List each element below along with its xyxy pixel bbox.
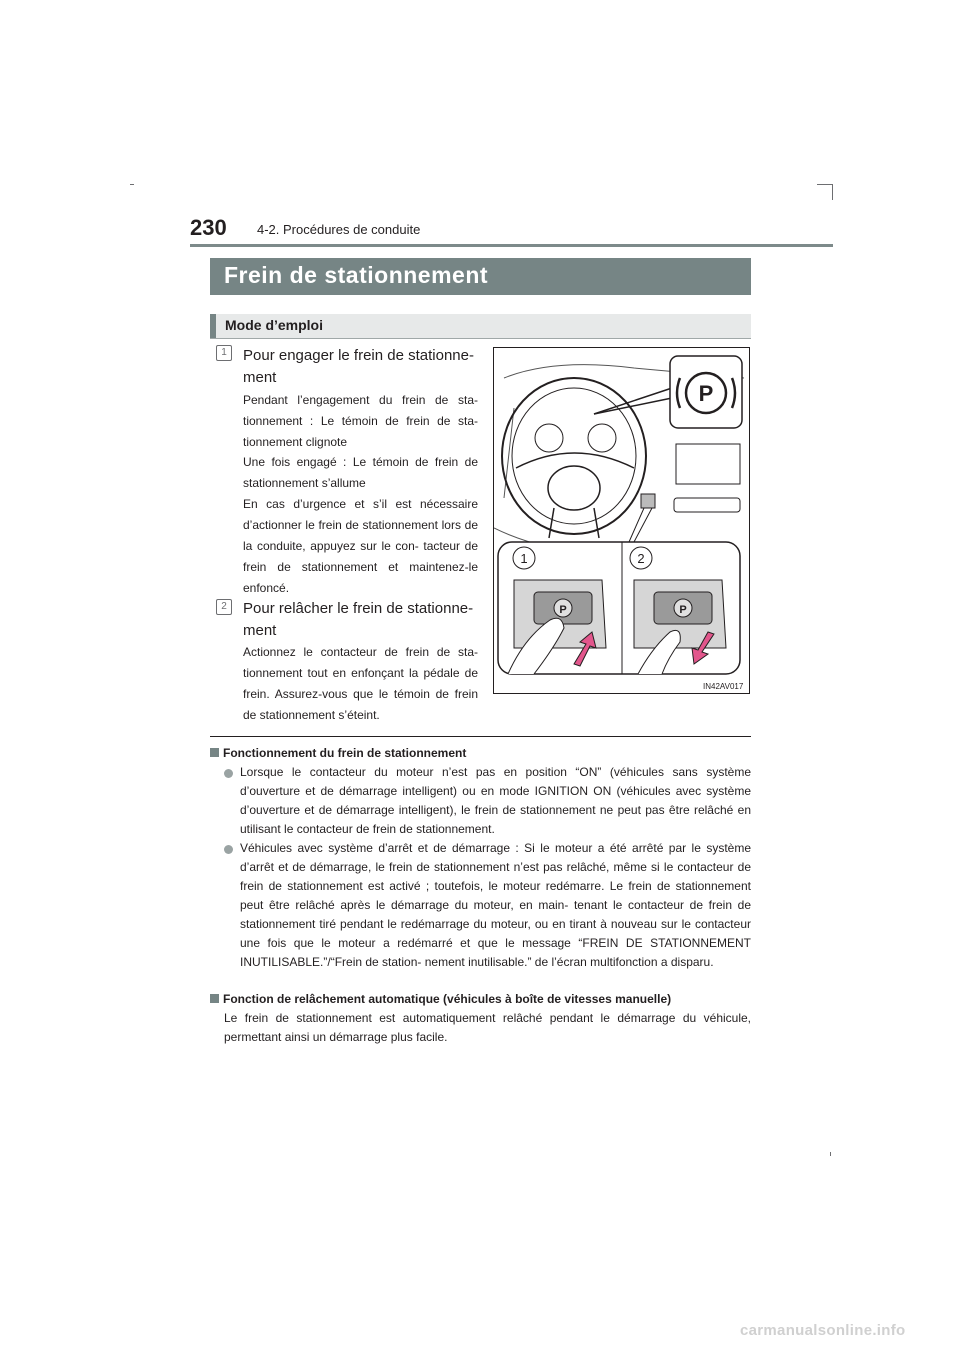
crop-mark-bottom-right bbox=[830, 1152, 831, 1156]
parking-brake-illustration bbox=[493, 347, 750, 694]
item-2-heading-line1: Pour relâcher le frein de stationne- bbox=[243, 600, 474, 617]
figure-code: IN42AV017 bbox=[703, 682, 744, 691]
callout-1-number: 1 bbox=[520, 551, 528, 566]
item-1-heading-line1: Pour engager le frein de stationne- bbox=[243, 347, 474, 364]
subsection-rule bbox=[210, 338, 751, 339]
switch-callout-lines bbox=[629, 508, 652, 542]
chapter-title: 4-2. Procédures de conduite bbox=[257, 222, 421, 237]
item-2-number-box: 2 bbox=[216, 599, 232, 615]
notes-rule bbox=[210, 736, 751, 737]
item-1-paragraph-2: Une fois engagé : Le témoin de frein de stationnement s’allume bbox=[243, 455, 478, 490]
square-bullet-icon bbox=[210, 994, 219, 1003]
note-2-title-text: Fonction de relâchement automatique (véhicules à boîte de vitesses manuelle) bbox=[223, 992, 672, 1006]
climate-panel bbox=[674, 498, 740, 512]
steering-wheel bbox=[502, 378, 646, 538]
round-bullet-icon bbox=[224, 769, 233, 778]
crop-mark-top-right-h bbox=[817, 184, 833, 185]
item-2-heading-line2: ment bbox=[243, 622, 277, 639]
item-1-paragraph-1: Pendant l’engagement du frein de sta- tionnement : Le témoin de frein de sta- tionnement clignote bbox=[243, 393, 478, 449]
note-1-bullet-1: Lorsque le contacteur du moteur n’est pas en position “ON” (véhicules sans système d’ouverture et de démarrage intelligent) ou en mode IGNITION ON (véhicules avec système d’ouverture et de démarrage intelligent), le frein de stationnement ne peut pas être relâché en utilisant le contacteur de frein de stationnement. bbox=[240, 765, 751, 836]
note-2-text: Le frein de stationnement est automatiquement relâché pendant le démarrage du véhicule, permettant ainsi un démarrage plus facile. bbox=[224, 1011, 751, 1044]
gauge-left bbox=[535, 424, 563, 452]
subsection-title: Mode d’emploi bbox=[225, 317, 323, 333]
section-title: Frein de stationnement bbox=[224, 262, 489, 288]
item-1-heading bbox=[243, 345, 483, 389]
center-display bbox=[676, 444, 740, 484]
square-bullet-icon bbox=[210, 748, 219, 757]
item-1-paragraph-3: En cas d’urgence et s’il est nécessaire d’actionner le frein de stationnement lors de la conduite, appuyez sur le con- tacteur de frein de stationnement et maintenez-le enfoncé. bbox=[243, 497, 478, 595]
switch-release-symbol: P bbox=[679, 604, 687, 616]
indicator-symbol: P bbox=[698, 381, 714, 406]
item-2-paragraph-1: Actionnez le contacteur de frein de sta- tionnement tout en enfonçant la pédale de frein. Assurez-vous que le témoin de frein de stationnement s’éteint. bbox=[243, 645, 478, 722]
console-switch bbox=[641, 494, 655, 508]
switch-engage-symbol: P bbox=[559, 604, 567, 616]
note-2-title bbox=[210, 990, 755, 1008]
item-2-heading bbox=[243, 598, 483, 642]
note-1-bullet-2: Véhicules avec système d’arrêt et de démarrage : Si le moteur a été arrêté par le système d’arrêt et de démarrage, le frein de stationnement n’est pas relâché, même si le contacteur de frein de stationnement est activé ; toutefois, le moteur redémarre. Le frein de stationnement peut être relâché après le démarrage du moteur, en main- tenant le contacteur de frein de stationnement tiré pendant le redémarrage du moteur, ou en tirant à nouveau sur le contacteur une fois que le moteur a redémarré et que le message “FREIN DE STATIONNEMENT INUTILISABLE.”/“Frein de station- nement inutilisable.” de l’écran multifonction a disparu. bbox=[240, 841, 751, 969]
note-1-title bbox=[210, 744, 755, 762]
item-1-heading-line2: ment bbox=[243, 369, 277, 386]
illustration-svg bbox=[494, 348, 749, 693]
crop-mark-top-left bbox=[130, 184, 134, 185]
item-1-number-box: 1 bbox=[216, 345, 232, 361]
callout-2-number: 2 bbox=[637, 551, 645, 566]
round-bullet-icon bbox=[224, 845, 233, 854]
header-rule bbox=[190, 244, 833, 247]
crop-mark-top-right-v bbox=[832, 184, 833, 200]
subsection-accent-bar bbox=[210, 314, 216, 338]
watermark: carmanualsonline.info bbox=[740, 1322, 906, 1339]
note-1-title-text: Fonctionnement du frein de stationnement bbox=[223, 746, 467, 760]
page-number: 230 bbox=[190, 215, 227, 240]
gauge-right bbox=[588, 424, 616, 452]
